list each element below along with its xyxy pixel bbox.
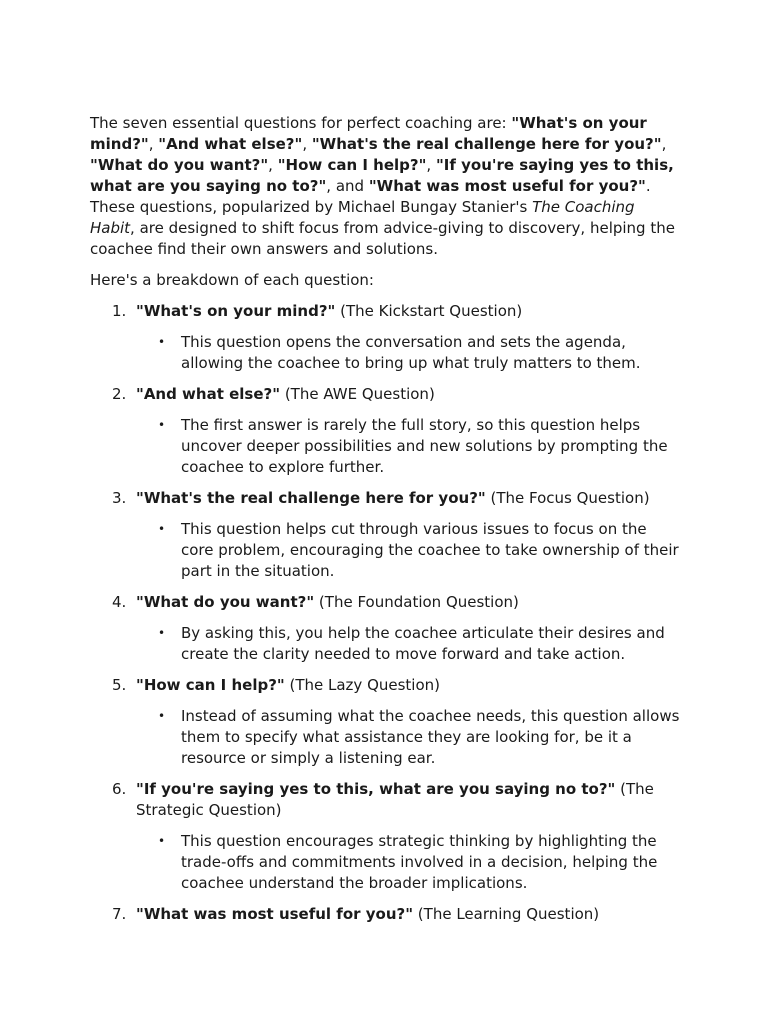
question-text: "What was most useful for you?" — [136, 905, 414, 923]
bullet-icon: • — [158, 834, 166, 848]
question-text: "What's the real challenge here for you?" — [136, 489, 486, 507]
detail-text: This question encourages strategic thinking by highlighting the trade-offs and commitments involved in a decision, helping the coachee understand the broader implications. — [181, 832, 658, 892]
list-item — [90, 779, 680, 894]
question-label: (The Foundation Question) — [314, 593, 519, 611]
intro-question-1: "What's on your mind?" — [90, 114, 647, 153]
question-label: (The Kickstart Question) — [335, 302, 523, 320]
detail-list — [136, 415, 680, 478]
question-text: "What do you want?" — [136, 593, 315, 611]
question-text: "And what else?" — [136, 385, 281, 403]
detail-list — [136, 831, 680, 894]
detail-text: This question helps cut through various issues to focus on the core problem, encouraging the coachee to take ownership of their part in the situation. — [181, 520, 679, 580]
intro-text: . These questions, popularized by Michael Bungay Stanier's — [90, 177, 651, 216]
question-text: "How can I help?" — [136, 676, 285, 694]
detail-item — [136, 623, 680, 665]
detail-item — [136, 332, 680, 374]
detail-item — [136, 831, 680, 894]
list-item — [90, 301, 680, 374]
intro-separator: , — [268, 156, 278, 174]
item-number: 3. — [112, 489, 127, 507]
item-number: 1. — [112, 302, 127, 320]
question-label: (The AWE Question) — [280, 385, 435, 403]
detail-item — [136, 415, 680, 478]
bullet-icon: • — [158, 335, 166, 349]
detail-list — [136, 519, 680, 582]
intro-question-7: "What was most useful for you?" — [368, 177, 646, 195]
bullet-icon: • — [158, 626, 166, 640]
list-item — [90, 675, 680, 769]
intro-paragraph — [90, 113, 680, 260]
question-label: (The Strategic Question) — [136, 780, 654, 819]
intro-text: , are designed to shift focus from advice-giving to discovery, helping the coachee find their own answers and solutions. — [90, 219, 675, 258]
breakdown-intro: Here's a breakdown of each question: — [90, 271, 374, 289]
intro-question-4: "What do you want?" — [90, 156, 269, 174]
detail-item — [136, 519, 680, 582]
detail-text: The first answer is rarely the full story, so this question helps uncover deeper possibilities and new solutions by prompting the coachee to explore further. — [181, 416, 668, 476]
intro-separator: , — [302, 135, 312, 153]
item-number: 2. — [112, 385, 127, 403]
question-label: (The Learning Question) — [413, 905, 600, 923]
detail-list — [136, 332, 680, 374]
question-label: (The Lazy Question) — [284, 676, 441, 694]
intro-separator: , — [426, 156, 436, 174]
intro-question-5: "How can I help?" — [277, 156, 427, 174]
bullet-icon: • — [158, 522, 166, 536]
question-label: (The Focus Question) — [485, 489, 650, 507]
detail-text: By asking this, you help the coachee articulate their desires and create the clarity needed to move forward and take action. — [181, 624, 665, 663]
question-text: "What's on your mind?" — [136, 302, 336, 320]
item-number: 5. — [112, 676, 127, 694]
intro-text: The seven essential questions for perfect coaching are: — [90, 114, 512, 132]
document-body — [90, 113, 680, 935]
list-item — [90, 384, 680, 478]
item-number: 4. — [112, 593, 127, 611]
intro-question-2: "And what else?" — [158, 135, 303, 153]
bullet-icon: • — [158, 709, 166, 723]
detail-list — [136, 623, 680, 665]
book-title: The Coaching Habit — [90, 198, 635, 237]
intro-separator: , and — [326, 177, 369, 195]
list-item — [90, 592, 680, 665]
item-number: 7. — [112, 905, 127, 923]
item-number: 6. — [112, 780, 127, 798]
detail-item — [136, 706, 680, 769]
intro-separator: , — [661, 135, 667, 153]
bullet-icon: • — [158, 418, 166, 432]
question-list — [90, 301, 680, 925]
list-item — [90, 488, 680, 582]
intro-separator: , — [148, 135, 159, 153]
detail-text: This question opens the conversation and sets the agenda, allowing the coachee to bring up what truly matters to them. — [181, 333, 641, 372]
list-item — [90, 904, 680, 925]
intro-question-3: "What's the real challenge here for you?" — [311, 135, 662, 153]
detail-list — [136, 706, 680, 769]
detail-text: Instead of assuming what the coachee needs, this question allows them to specify what assistance they are looking for, be it a resource or simply a listening ear. — [181, 707, 680, 767]
intro-question-6: "If you're saying yes to this, what are you saying no to?" — [90, 156, 674, 195]
question-text: "If you're saying yes to this, what are you saying no to?" — [136, 780, 616, 798]
